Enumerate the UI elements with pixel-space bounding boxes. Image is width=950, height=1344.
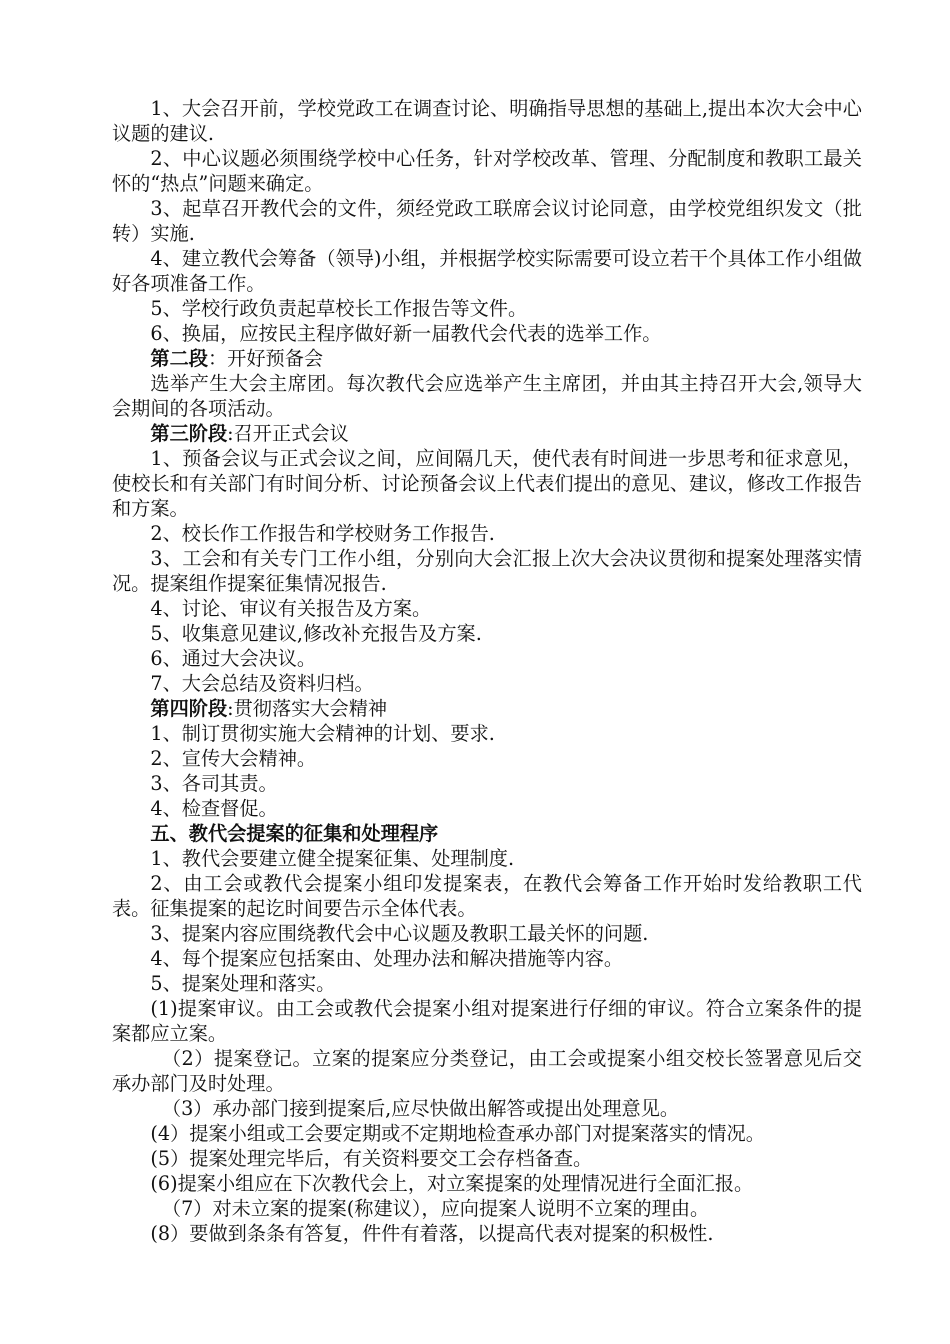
section-5-subitem: （7）对未立案的提案(称建议），应向提案人说明不立案的理由。 [161,1197,710,1220]
stage-2-heading [112,346,862,371]
stage-4-heading [112,696,862,721]
paragraph: 1、大会召开前，学校党政工在调查讨论、明确指导思想的基础上,提出本次大会中心议题的建议. [112,97,862,145]
section-5-item: 5、提案处理和落实。 [150,972,336,995]
section-5-subitem: （3）承办部门接到提案后,应尽快做出解答或提出处理意见。 [161,1097,680,1120]
section-5-item: 1、教代会要建立健全提案征集、处理制度. [150,847,515,870]
stage-3-title: :召开正式会议 [227,422,349,445]
section-5-item: 4、每个提案应包括案由、处理办法和解决措施等内容。 [150,947,624,970]
stage-2-label: 第二段 [150,347,208,370]
section-5-subitem: (5）提案处理完毕后，有关资料要交工会存档备查。 [150,1147,593,1170]
paragraph: 4、建立教代会筹备（领导)小组，并根据学校实际需要可设立若干个具体工作小组做好各项准备工作。 [112,247,862,295]
stage-3-heading [112,421,862,446]
section-5-subitem: （2）提案登记。立案的提案应分类登记，由工会或提案小组交校长签署意见后交承办部门及时处理。 [112,1047,862,1095]
paragraph: 6、换届，应按民主程序做好新一届教代会代表的选举工作。 [150,322,662,345]
paragraph: 3、起草召开教代会的文件，须经党政工联席会议讨论同意，由学校党组织发文（批转）实施. [112,197,862,245]
stage-3-item: 3、工会和有关专门工作小组，分别向大会汇报上次大会决议贯彻和提案处理落实情况。提案组作提案征集情况报告. [112,547,862,595]
stage-4-item: 3、各司其责。 [150,772,278,795]
stage-4-label: 第四阶段 [150,697,228,720]
stage-4-item: 2、宣传大会精神。 [150,747,317,770]
document-body [112,96,862,1246]
stage-3-item: 1、预备会议与正式会议之间，应间隔几天，使代表有时间进一步思考和征求意见，使校长和有关部门有时间分析、讨论预备会议上代表们提出的意见、建议，修改工作报告和方案。 [112,447,862,520]
stage-3-item: 2、校长作工作报告和学校财务工作报告. [150,522,495,545]
section-5-subitem: (1)提案审议。由工会或教代会提案小组对提案进行仔细的审议。符合立案条件的提案都应立案。 [112,997,862,1045]
stage-2-body: 选举产生大会主席团。每次教代会应选举产生主席团，并由其主持召开大会,领导大会期间的各项活动。 [112,372,862,420]
section-5-subitem: (8）要做到条条有答复，件件有着落，以提高代表对提案的积极性. [150,1222,714,1245]
section-5-title: 五、教代会提案的征集和处理程序 [150,822,439,845]
section-5-item: 2、由工会或教代会提案小组印发提案表，在教代会筹备工作开始时发给教职工代表。征集提案的起讫时间要告示全体代表。 [112,872,862,920]
section-5-subitem: (6)提案小组应在下次教代会上，对立案提案的处理情况进行全面汇报。 [150,1172,754,1195]
stage-4-item: 1、制订贯彻实施大会精神的计划、要求. [150,722,495,745]
stage-3-item: 4、讨论、审议有关报告及方案。 [150,597,432,620]
paragraph: 5、学校行政负责起草校长工作报告等文件。 [150,297,528,320]
stage-3-item: 5、收集意见建议,修改补充报告及方案. [150,622,482,645]
stage-3-item: 7、大会总结及资料归档。 [150,672,374,695]
stage-3-label: 第三阶段 [150,422,228,445]
stage-3-item: 6、通过大会决议。 [150,647,317,670]
stage-4-item: 4、检查督促。 [150,797,278,820]
stage-2-title: ：开好预备会 [207,347,324,370]
stage-4-title: :贯彻落实大会精神 [227,697,388,720]
paragraph: 2、中心议题必须围绕学校中心任务，针对学校改革、管理、分配制度和教职工最关怀的“热点”问题来确定。 [112,147,862,195]
section-5-subitem: (4）提案小组或工会要定期或不定期地检查承办部门对提案落实的情况。 [150,1122,765,1145]
section-5-item: 3、提案内容应围绕教代会中心议题及教职工最关怀的问题. [150,922,649,945]
